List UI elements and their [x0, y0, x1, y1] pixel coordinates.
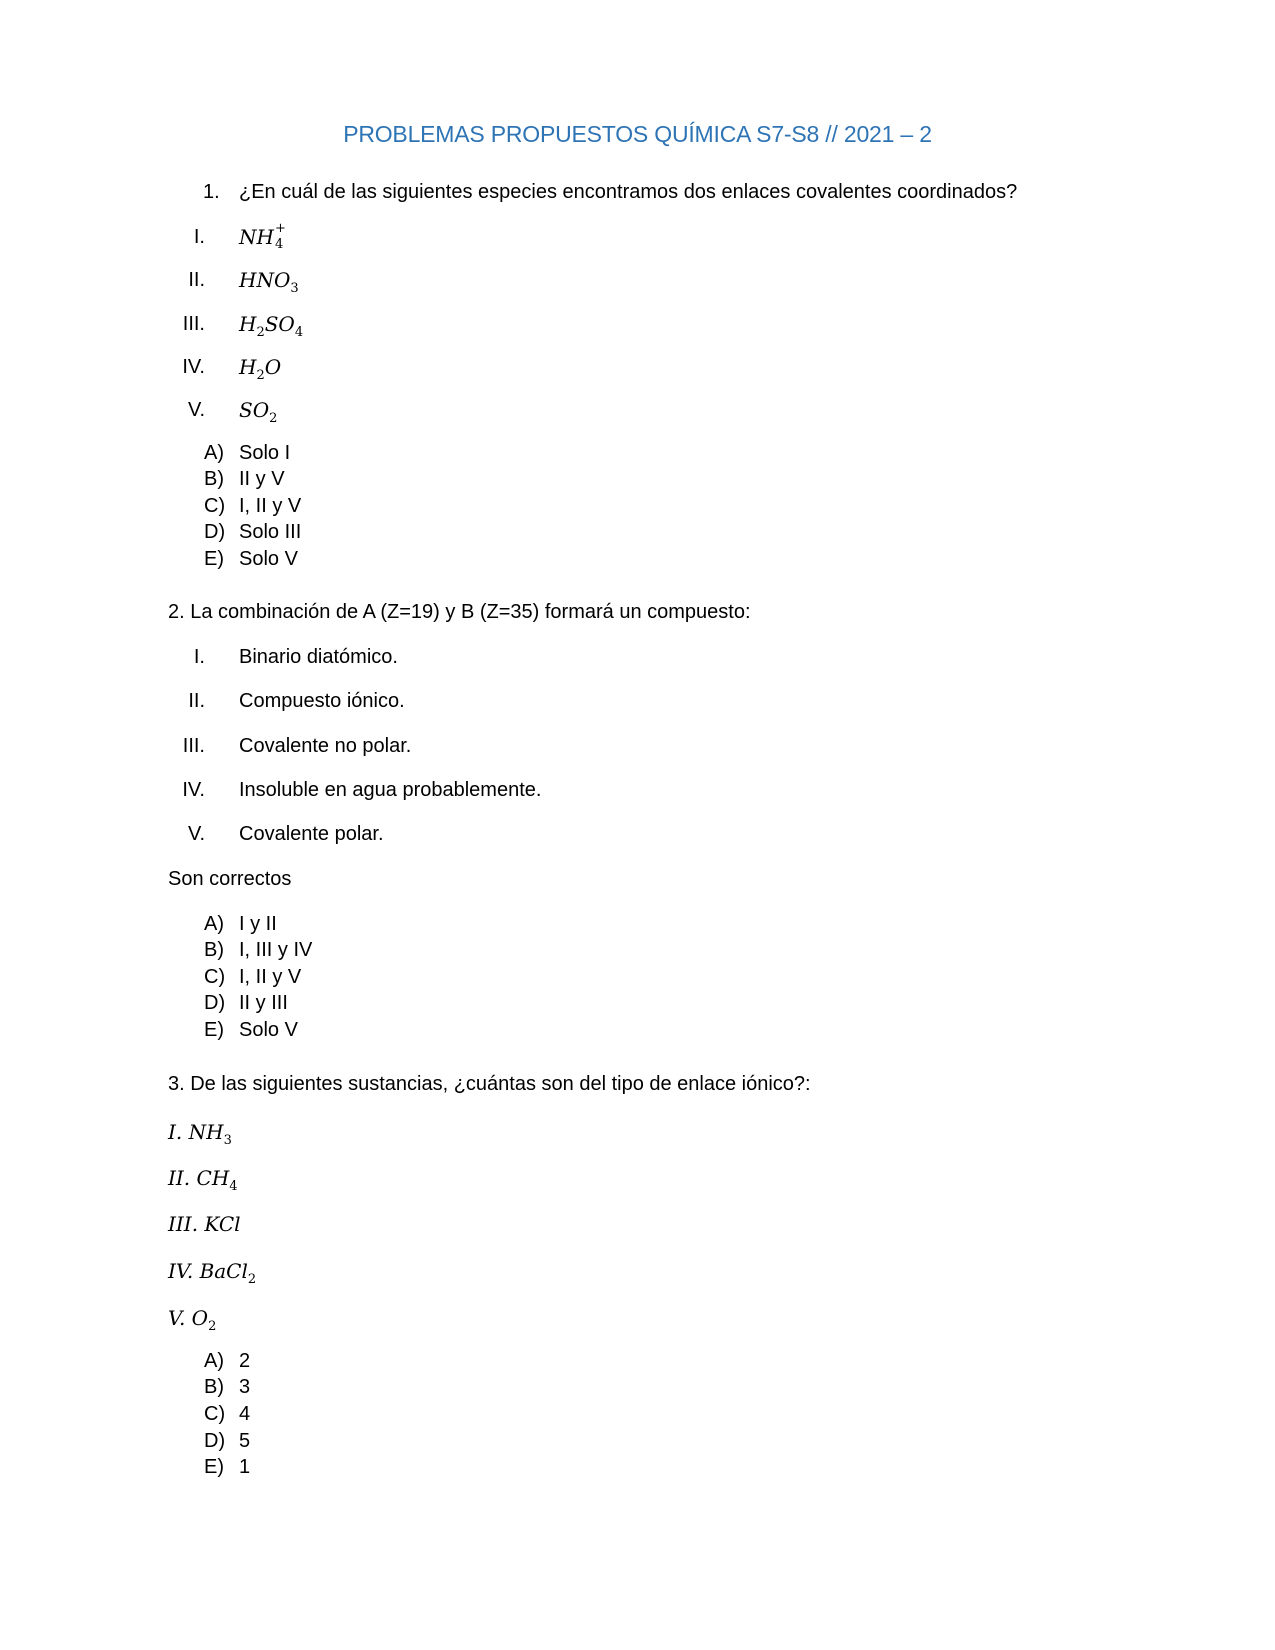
- q3-option-letter: D): [204, 1430, 226, 1452]
- q3-option-letter: E): [204, 1456, 224, 1478]
- q2-option-text: Solo V: [239, 1019, 298, 1041]
- q2-item-text: Insoluble en agua probablemente.: [239, 779, 542, 801]
- q1-item-num: IV.: [182, 356, 205, 378]
- q1-item-formula: $H_2SO_4$: [239, 312, 304, 340]
- q2-text: 2. La combinación de A (Z=19) y B (Z=35) formará un compuesto:: [168, 601, 751, 623]
- q1-item-formula: $SO_2$: [239, 398, 278, 426]
- q2-item-num: IV.: [182, 779, 205, 801]
- q2-item-num: II.: [188, 690, 205, 712]
- q1-text: ¿En cuál de las siguientes especies encontramos dos enlaces covalentes coordinados?: [239, 181, 1018, 203]
- q2-item-num: I.: [193, 646, 205, 668]
- q1-number: 1.: [203, 181, 220, 203]
- page-title: PROBLEMAS PROPUESTOS QUÍMICA S7-S8 // 2021 – 2: [343, 121, 932, 147]
- q1-option-letter: A): [204, 442, 224, 464]
- q3-option-text: 2: [239, 1350, 251, 1372]
- q2-correct-label: Son correctos: [168, 868, 292, 890]
- q1-item-formula: $H_2O$: [239, 355, 282, 383]
- q2-item-num: III.: [182, 735, 205, 757]
- q1-option-text: Solo I: [239, 442, 291, 464]
- q1-item-num: I.: [193, 226, 205, 248]
- q3-option-text: 4: [239, 1403, 251, 1425]
- q2-option-text: I, II y V: [239, 966, 302, 988]
- q3-item-formula: III. KCl: [168, 1212, 241, 1236]
- q3-option-text: 1: [239, 1456, 251, 1478]
- q2-option-text: I y II: [239, 913, 277, 935]
- q2-option-text: II y III: [239, 992, 288, 1014]
- q3-item-formula: II. $CH_4$: [168, 1166, 238, 1194]
- q1-option-text: II y V: [239, 468, 285, 490]
- q2-item-text: Covalente no polar.: [239, 735, 412, 757]
- q2-item-num: V.: [187, 823, 205, 845]
- q3-option-letter: A): [204, 1350, 224, 1372]
- q2-option-text: I, III y IV: [239, 939, 313, 961]
- q2-item-text: Binario diatómico.: [239, 646, 398, 668]
- q2-option-letter: B): [204, 939, 224, 961]
- q1-item-formula: NH + 4: [239, 221, 286, 252]
- q1-item-formula: $HNO_3$: [239, 268, 299, 296]
- q1-item-num: II.: [188, 269, 205, 291]
- q2-option-letter: E): [204, 1019, 224, 1041]
- q3-text: 3. De las siguientes sustancias, ¿cuántas son del tipo de enlace iónico?:: [168, 1073, 811, 1095]
- q3-item-formula: IV. BaCl$_2$: [168, 1259, 257, 1287]
- q3-option-text: 3: [239, 1376, 251, 1398]
- q1-option-text: Solo V: [239, 548, 298, 570]
- q2-item-text: Covalente polar.: [239, 823, 384, 845]
- q3-item-formula: V. $O_2$: [168, 1306, 217, 1334]
- q1-option-letter: C): [204, 495, 226, 517]
- q3-option-text: 5: [239, 1430, 251, 1452]
- q3-item-formula: I. $NH_3$: [168, 1120, 232, 1148]
- q2-option-letter: D): [204, 992, 226, 1014]
- q3-option-letter: B): [204, 1376, 224, 1398]
- q1-option-letter: B): [204, 468, 224, 490]
- q2-option-letter: C): [204, 966, 226, 988]
- q1-option-letter: E): [204, 548, 224, 570]
- q1-item-num: III.: [182, 313, 205, 335]
- q2-option-letter: A): [204, 913, 224, 935]
- q1-option-text: I, II y V: [239, 495, 302, 517]
- q1-option-letter: D): [204, 521, 226, 543]
- q3-option-letter: C): [204, 1403, 226, 1425]
- q1-option-text: Solo III: [239, 521, 302, 543]
- q2-item-text: Compuesto iónico.: [239, 690, 405, 712]
- q1-item-num: V.: [187, 399, 205, 421]
